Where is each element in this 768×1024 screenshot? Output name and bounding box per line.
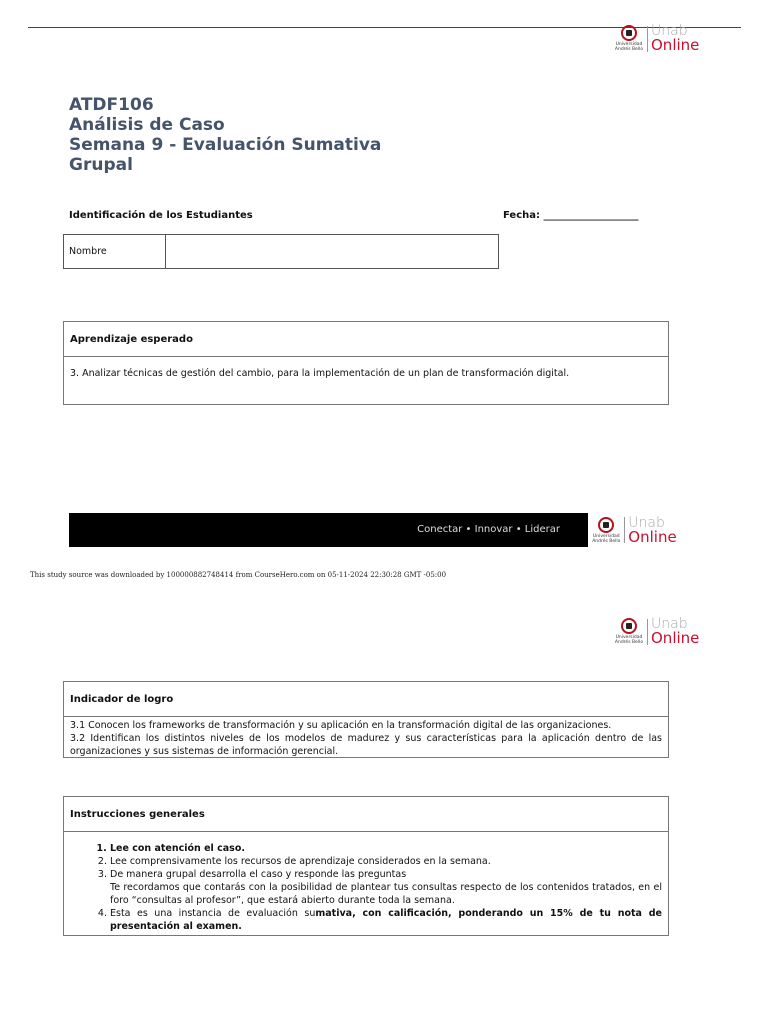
unab-online-logo-page2 xyxy=(614,617,699,646)
date-label: Fecha: ___________________ xyxy=(503,210,639,221)
instrucciones-box xyxy=(63,796,669,936)
name-label: Nombre xyxy=(64,235,166,269)
logo-unab: Unab xyxy=(651,23,688,39)
indicador-heading: Indicador de logro xyxy=(64,682,668,717)
crest-icon xyxy=(598,517,614,533)
logo-online: Online xyxy=(651,36,700,54)
indicador-item-2: 3.2 Identifican los distintos niveles de los modelos de madurez y sus características para la aplicación dentro de las organizaciones y sus sistemas de información gerencial. xyxy=(70,733,662,757)
aprendizaje-text: 3. Analizar técnicas de gestión del cambio, para la implementación de un plan de transformación digital. xyxy=(70,368,570,379)
university-name: Universidad Andrés Bello xyxy=(592,533,621,544)
instr-item-3-note: Te recordamos que contarás con la posibilidad de plantear tus consultas respecto de los contenidos tratados, en el foro “consultas al profesor”, que estará abierto durante toda la semana. xyxy=(110,882,662,906)
instr-item-2: 2. Lee comprensivamente los recursos de aprendizaje considerados en la semana. xyxy=(110,855,662,868)
crest-icon xyxy=(621,618,637,634)
instr-item-1: 1. Lee con atención el caso. xyxy=(110,842,662,855)
instr-item-4-b: mativa, con calificación, ponderando un 15% de tu nota de presentación al examen. xyxy=(110,908,663,932)
instrucciones-body xyxy=(64,832,668,937)
name-field[interactable] xyxy=(166,235,499,269)
document-title xyxy=(69,95,489,173)
university-seal xyxy=(614,25,644,52)
aprendizaje-box xyxy=(63,321,669,405)
unab-online-logo xyxy=(614,24,699,53)
logo-online: Online xyxy=(628,527,677,546)
course-code: ATDF106 xyxy=(69,95,154,115)
students-label: Identificación de los Estudiantes xyxy=(69,210,253,221)
instr-item-4-a: Esta es una instancia de evaluación su xyxy=(110,908,316,919)
download-source-note: This study source was downloaded by 100000882748414 from CourseHero.com on 05-11-2024 22:30:28 GMT -05:00 xyxy=(30,571,447,579)
instrucciones-heading: Instrucciones generales xyxy=(64,797,668,832)
logo-online: Online xyxy=(651,629,700,647)
banner-logo xyxy=(591,516,676,545)
indicador-item-1: 3.1 Conocen los frameworks de transformación y su aplicación en la transformación digital de las organizaciones. xyxy=(70,720,612,731)
instr-item-3-text: De manera grupal desarrolla el caso y responde las preguntas xyxy=(110,869,407,880)
aprendizaje-heading: Aprendizaje esperado xyxy=(64,322,668,357)
university-name: Universidad Andrés Bello xyxy=(614,42,644,52)
university-name: Universidad Andrés Bello xyxy=(614,635,644,645)
instr-item-4 xyxy=(110,907,662,933)
crest-icon xyxy=(621,25,637,41)
instr-item-3 xyxy=(110,868,662,907)
doc-type: Análisis de Caso xyxy=(69,115,225,135)
group-label: Grupal xyxy=(69,155,133,173)
logo-unab: Unab xyxy=(651,616,688,632)
week-title: Semana 9 - Evaluación Sumativa xyxy=(69,135,382,155)
indicador-box xyxy=(63,681,669,758)
students-table xyxy=(63,234,499,269)
indicador-body xyxy=(64,717,668,762)
banner-tagline: Conectar • Innovar • Liderar xyxy=(417,524,560,535)
footer-banner xyxy=(69,513,680,547)
logo-unab: Unab xyxy=(628,514,665,531)
logo-divider xyxy=(647,26,648,52)
banner-logo-area xyxy=(588,513,680,547)
instrucciones-list xyxy=(70,842,662,933)
